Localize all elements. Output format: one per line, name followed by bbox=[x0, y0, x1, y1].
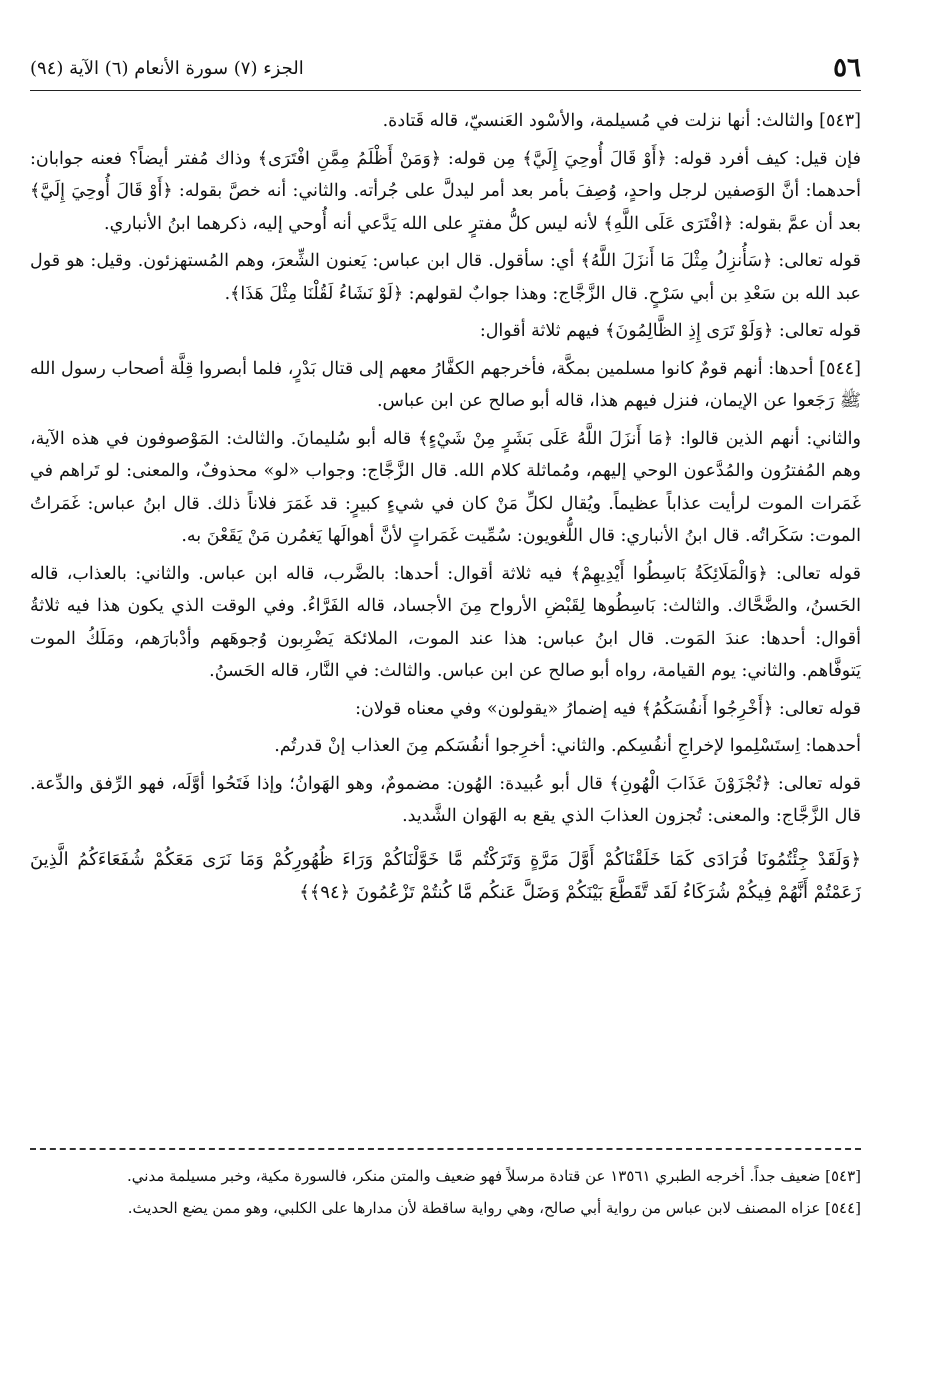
page-header bbox=[30, 48, 861, 88]
paragraph: [٥٤٤] أحدها: أنهم قومٌ كانوا مسلمين بمكَّة، فأخرجهم الكفَّارُ معهم إلى قتال بَدْرٍ، فلما أبصروا قِلَّة أصحاب رسول الله ﷺ رَجَعوا عن الإيمان، فنزل فيهم هذا، قاله أبو صالح عن ابن عباس. bbox=[30, 358, 861, 411]
paragraph: فإن قيل: كيف أفرد قوله: ﴿أَوْ قَالَ أُوحِيَ إِلَيَّ﴾ مِن قوله: ﴿وَمَنْ أَظْلَمُ مِمَّنِ افْتَرَى﴾ وذاك مُفتر أيضاً؟ فعنه جوابان: أحدهما: أنَّ الوَصفين لرجل واحدٍ، وُصِفَ بأمر بعد أمر ليدلَّ على جُرأته. والثاني: أنه خصَّ بقوله: ﴿أَوْ قَالَ أُوحِيَ إِلَيَّ﴾ بعد أن عمَّ بقوله: ﴿افْتَرَى عَلَى اللَّهِ﴾ لأنه ليس كلُّ مفترٍ على الله يَدَّعي أنه أُوحي إليه، ذكرهما ابنُ الأنباري. bbox=[30, 148, 861, 234]
paragraph: [٥٤٣] والثالث: أنها نزلت في مُسيلمة، والأسْود العَنسيّ، قاله قَتادة. bbox=[382, 111, 861, 131]
header-rule bbox=[30, 90, 861, 91]
main-text bbox=[30, 105, 861, 915]
footnote: [٥٤٤] عزاه المصنف لابن عباس من رواية أبي صالح، وهي رواية ساقطة لأن مدارها على الكلبي، وهو ممن يضع الحديث. bbox=[127, 1199, 861, 1217]
paragraph: قوله تعالى: ﴿أَخْرِجُوا أَنفُسَكُمُ﴾ فيه إضمارُ «يقولون» وفي معناه قولان: bbox=[355, 698, 861, 719]
footnotes bbox=[30, 1162, 861, 1226]
paragraph: أحدهما: اِستَسْلِموا لإخراجِ أنفُسِكم. والثاني: أخرِجوا أنفُسَكم مِنَ العذاب إنْ قدرتُم. bbox=[274, 736, 861, 756]
paragraph: قوله تعالى: ﴿وَلَوْ تَرَى إِذِ الظَّالِمُونَ﴾ فيهم ثلاثة أقوال: bbox=[479, 321, 861, 341]
paragraph: قوله تعالى: ﴿سَأُنزِلُ مِثْلَ مَا أَنزَلَ اللَّهُ﴾ أي: سأقول. قال ابن عباس: يَعنون الشِّعرَ، وهم المُستهزئون. وقيل: هو قول عبد الله بن سَعْدِ بن أبي سَرْحٍ. قال الزَّجَّاج: وهذا جوابٌ لقولهم: ﴿لَوْ نَشَاءُ لَقُلْنَا مِثْلَ هَذَا﴾. bbox=[30, 251, 861, 304]
paragraph: قوله تعالى: ﴿وَالْمَلَائِكَةُ بَاسِطُوا أَيْدِيهِمْ﴾ فيه ثلاثة أقوال: أحدها: بالضَّرب، قاله ابن عباس. والثاني: بالعذاب، قاله الحَسنُ، والضَّحَّاك. والثالث: بَاسِطُوها لِقَبْضِ الأرواح مِنَ الأجساد، قاله الفَرَّاءُ. وفي الوقت الذي يكون هذا فيه ثلاثةُ أقوال: أحدها: عندَ المَوت. قال ابنُ عباس: هذا عند الموت، الملائكة يَضْرِبون وُجوهَهم وأدْبارَهم، ومَلَكُ الموت يَتوفَّاهم. والثاني: يوم القيامة، رواه أبو صالح عن ابن عباس. والثالث: في النَّار، قاله الحَسنُ. bbox=[30, 563, 861, 681]
page-number: ٥٦ bbox=[833, 53, 861, 83]
footnote-separator bbox=[30, 1148, 861, 1150]
running-head: الجزء (٧) سورة الأنعام (٦) الآية (٩٤) bbox=[30, 57, 304, 79]
quran-verse: ﴿وَلَقَدْ جِئْتُمُونَا فُرَادَى كَمَا خَلَقْنَاكُمْ أَوَّلَ مَرَّةٍ وَتَرَكْتُم مَّا خَوَّلْنَاكُمْ وَرَاءَ ظُهُورِكُمْ وَمَا نَرَى مَعَكُمْ شُفَعَاءَكُمُ الَّذِينَ زَعَمْتُمْ أَنَّهُمْ فِيكُمْ شُرَكَاءُ لَقَد تَّقَطَّعَ بَيْنَكُمْ وَضَلَّ عَنكُم مَّا كُنتُمْ تَزْعُمُونَ ﴿٩٤﴾﴾ bbox=[30, 848, 861, 903]
paragraph: قوله تعالى: ﴿تُجْزَوْنَ عَذَابَ الْهُونِ﴾ قال أبو عُبيدة: الهُون: مضمومٌ، وهو الهَوانُ؛ وإذا فَتَحُوا أوَّلَه، فهو الرِّفق والدِّعة. قال الزَّجَّاج: والمعنى: تُجزون العذابَ الذي يقع به الهَوان الشَّديد. bbox=[30, 773, 861, 826]
paragraph: والثاني: أنهم الذين قالوا: ﴿مَا أَنزَلَ اللَّهُ عَلَى بَشَرٍ مِنْ شَيْءٍ﴾ قاله أبو سُليمانَ. والثالث: المَوْصوفون في هذه الآية، وهم المُفترُون والمُدَّعون الوحي إليهم، ومُماثلة كلام الله. قال الزَّجَّاج: وجواب «لو» محذوفٌ، والمعنى: لو تَراهم في غَمَرات الموت لرأيت عذاباً عظيماً. ويُقال لكلِّ مَنْ كان في شيءٍ كبيرٍ: قد غَمَرَ فلاناً ذلك. قال ابنُ عباس: غَمَراتُ الموت: سَكَراتُه. قال ابنُ الأنباري: قال اللُّغويون: سُمِّيت غَمَراتٍ لأنَّ أهوالَها يَغمُرن مَنْ يَقَعْنَ به. bbox=[30, 428, 862, 546]
footnote: [٥٤٣] ضعيف جداً. أخرجه الطبري ١٣٥٦١ عن قتادة مرسلاً فهو ضعيف والمتن منكر، فالسورة مكية، وخبر مسيلمة مدني. bbox=[127, 1167, 861, 1185]
